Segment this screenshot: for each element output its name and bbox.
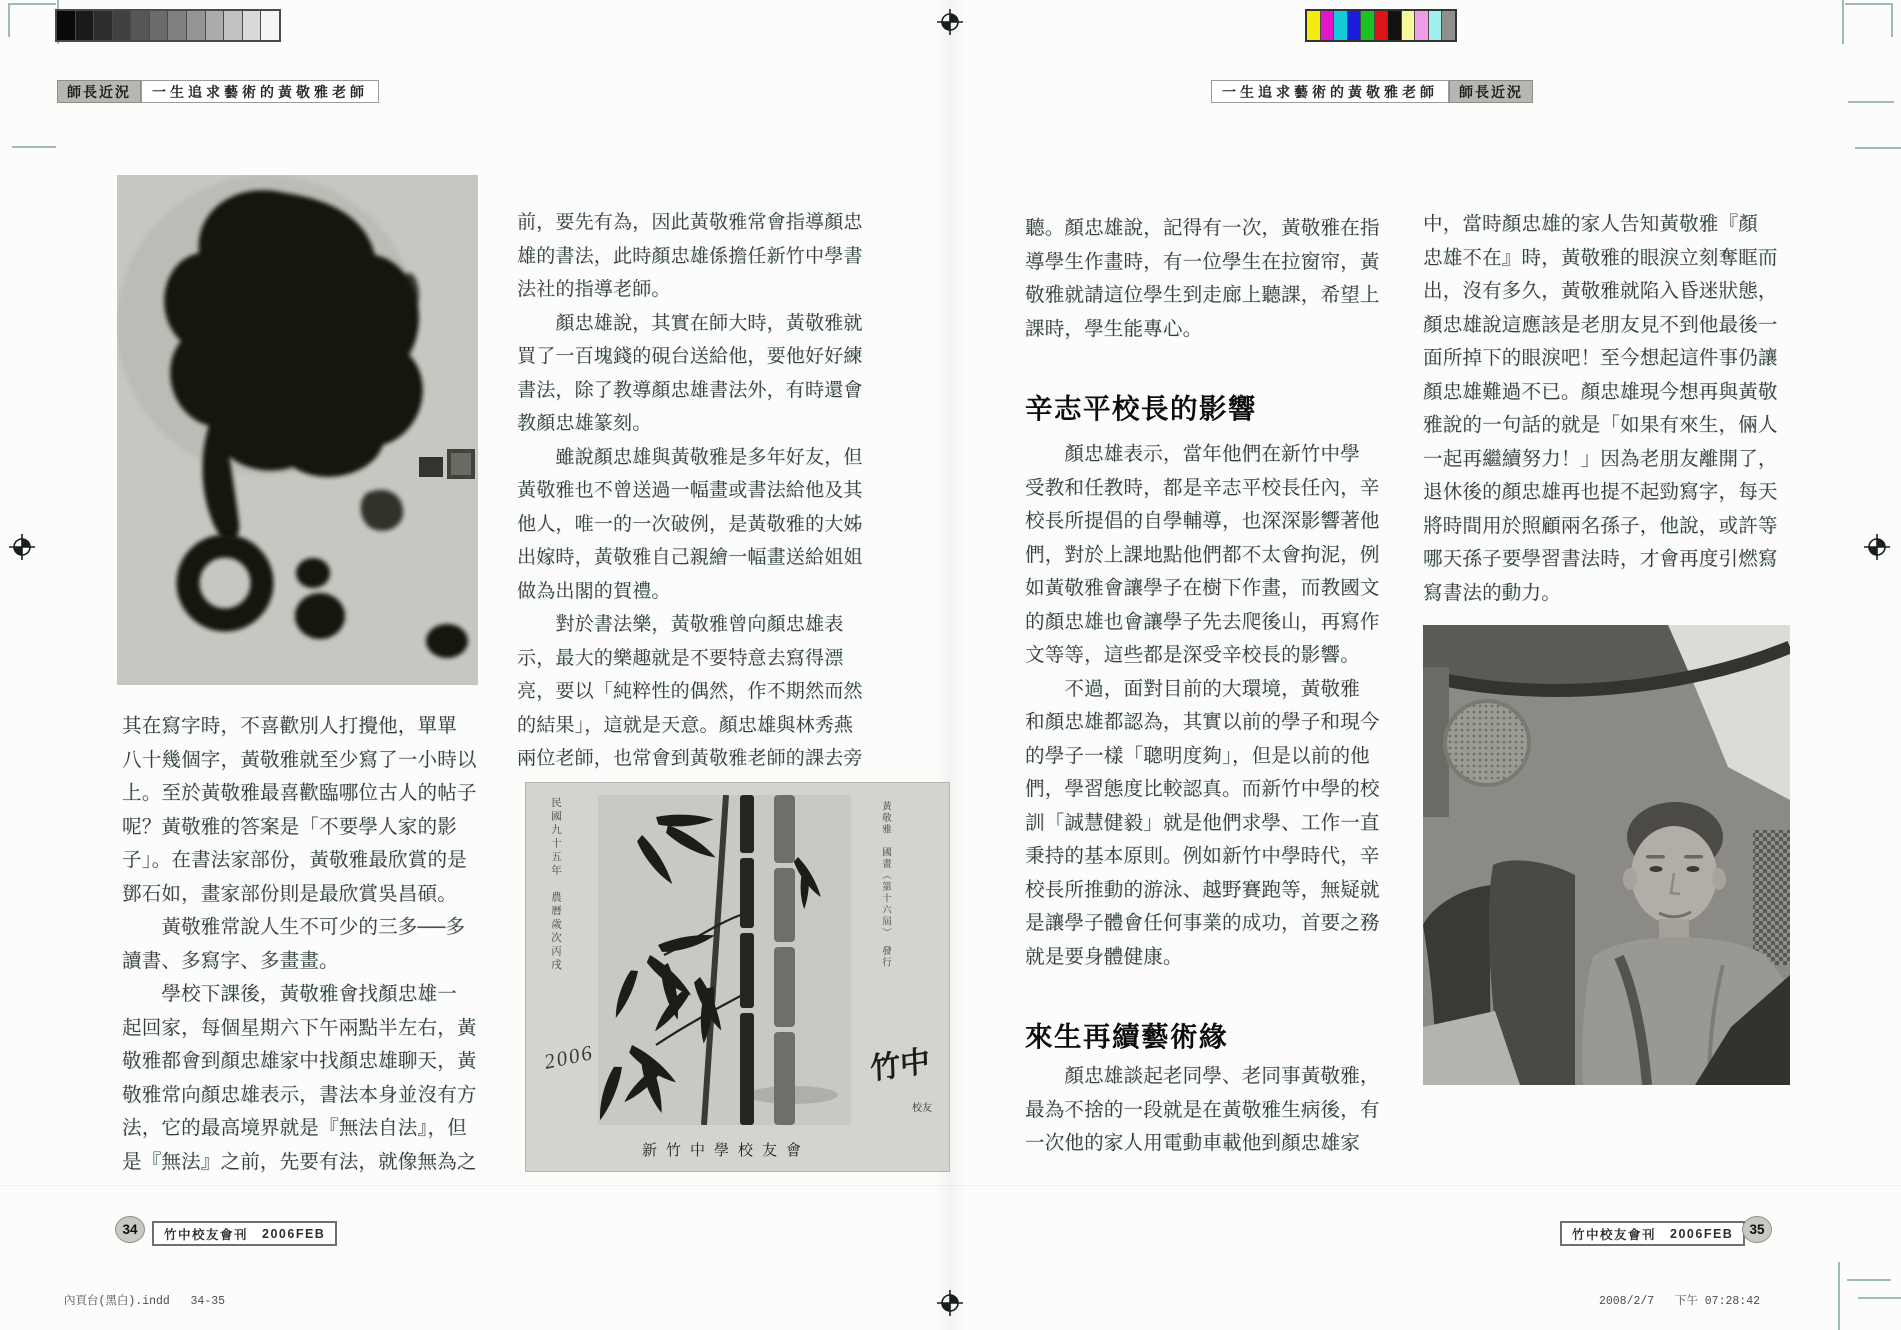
text-line: 一次他的家人用電動車載他到顏忠雄家 [1025, 1133, 1360, 1154]
section-label: 師長近況 [1449, 80, 1533, 103]
artwork-year-label: 2006 [541, 1040, 596, 1074]
text-line: 買了一百塊錢的硯台送給他，要他好好練 [517, 346, 863, 367]
color-calibration-bar [1305, 9, 1457, 42]
crop-mark [1855, 147, 1901, 149]
page-number-badge-left [115, 1216, 145, 1243]
file-name-label: 內頁台(黑白).indd 34-35 [64, 1295, 226, 1308]
calibration-swatch [1441, 11, 1455, 40]
calendar-artwork-image [525, 782, 950, 1172]
chuchung-logo-subtext: 校友 [912, 1103, 932, 1114]
text-line: 他人，唯一的一次破例，是黃敬雅的大姊 [517, 513, 863, 535]
text-line: 雅說的一句話的就是「如果有來生，倆人 [1423, 415, 1778, 436]
text-line: 顏忠雄談起老同學、老同事黃敬雅， [1025, 1066, 1380, 1087]
text-line: 導學生作畫時，有一位學生在拉窗帘，黃 [1025, 251, 1380, 273]
calibration-swatch [1307, 11, 1320, 40]
body-column-left-1 [122, 710, 479, 1179]
calibration-swatch [1428, 11, 1442, 40]
section-heading-2: 來生再續藝術緣 [1025, 1021, 1228, 1052]
text-line: 教顏忠雄篆刻。 [517, 413, 652, 434]
text-line: 不過，面對目前的大環境，黃敬雅 [1025, 678, 1360, 700]
calibration-swatch [149, 11, 168, 40]
text-line: 法，它的最高境界就是『無法自法』，但 [122, 1118, 467, 1139]
text-line: 敬雅常向顏忠雄表示，書法本身並沒有方 [122, 1084, 477, 1106]
registration-mark [9, 534, 35, 560]
calibration-swatch [1401, 11, 1415, 40]
section-label: 師長近況 [57, 80, 141, 103]
text-line: 上。至於黃敬雅最喜歡臨哪位古人的帖子 [122, 783, 477, 804]
text-line: 是讓學子體會任何事業的成功，首要之務 [1025, 913, 1380, 934]
artwork-left-caption: 民國九十五年 農曆歲次丙戌 [550, 797, 561, 973]
calibration-swatch [130, 11, 149, 40]
text-line: 雖說顏忠雄與黃敬雅是多年好友，但 [517, 446, 863, 468]
text-line: 顏忠雄說，其實在師大時，黃敬雅就 [517, 312, 863, 334]
text-line: 訓「誠慧健毅」就是他們求學、工作一直 [1025, 812, 1380, 834]
text-line: 出，沒有多久，黃敬雅就陷入昏迷狀態， [1423, 281, 1778, 302]
text-line: 做為出閣的賀禮。 [517, 580, 671, 602]
crop-mark [1842, 0, 1844, 44]
text-line: 文等等，這些都是深受辛校長的影響。 [1025, 645, 1360, 666]
body-column-right-1c [1025, 1060, 1382, 1161]
text-line: 顏忠雄說這應該是老朋友見不到他最後一 [1423, 314, 1778, 336]
calibration-swatch [75, 11, 94, 40]
calibration-swatch [1360, 11, 1374, 40]
calibration-swatch [57, 11, 75, 40]
text-line: 子」。在書法家部份，黃敬雅最欣賞的是 [122, 850, 467, 871]
page-number: 35 [1749, 1222, 1765, 1237]
text-line: 忠雄不在』時，黃敬雅的眼淚立刻奪眶而 [1423, 247, 1778, 269]
calibration-swatch [1387, 11, 1401, 40]
body-column-right-1a [1025, 212, 1382, 346]
text-line: 兩位老師，也常會到黃敬雅老師的課去旁 [517, 748, 863, 769]
text-line: 讀書、多寫字、多畫畫。 [122, 950, 339, 972]
calibration-swatch [167, 11, 186, 40]
text-line: 示，最大的樂趣就是不要特意去寫得漂 [517, 647, 844, 669]
ink-painting-image [117, 175, 478, 685]
calibration-swatch [242, 11, 261, 40]
artwork-right-caption: 黃敬雅 國畫（第十六屆） 發行 [880, 801, 890, 969]
text-line: 的學子一樣「聰明度夠」，但是以前的他 [1025, 745, 1370, 767]
calibration-swatch [1414, 11, 1428, 40]
chuchung-calligraphy-logo: 竹中 [869, 1044, 931, 1087]
running-head-right [1211, 80, 1533, 103]
text-line: 學校下課後，黃敬雅會找顏忠雄一 [122, 984, 457, 1005]
text-line: 校長所推動的游泳、越野賽跑等，無疑就 [1025, 879, 1380, 901]
text-line: 亮，要以「純粹性的偶然，作不期然而然 [517, 681, 863, 702]
page-edge-rule [0, 1185, 1901, 1186]
text-line: 敬雅都會到顏忠雄家中找顏忠雄聊天，黃 [122, 1051, 477, 1072]
text-line: 中，當時顏忠雄的家人告知黃敬雅『顏 [1423, 214, 1758, 235]
text-line: 就是要身體健康。 [1025, 946, 1183, 968]
crop-mark [8, 3, 10, 37]
crop-mark [1845, 3, 1893, 5]
calibration-swatch [112, 11, 131, 40]
text-line: 受教和任教時，都是辛志平校長任內，辛 [1025, 477, 1380, 499]
text-line: 敬雅就請這位學生到走廊上聽課，希望上 [1025, 285, 1380, 306]
text-line: 面所掉下的眼淚吧！至今想起這件事仍讓 [1423, 348, 1778, 369]
text-line: 如黃敬雅會讓學子在樹下作畫，而教國文 [1025, 578, 1380, 599]
calibration-swatch [1333, 11, 1347, 40]
text-line: 鄧石如，畫家部份則是最欣賞吳昌碩。 [122, 883, 457, 905]
crop-mark [1848, 101, 1894, 103]
journal-title: 竹中校友會刊 [164, 1227, 249, 1242]
crop-mark [1838, 1262, 1840, 1330]
text-line: 黃敬雅常說人生不可少的三多──多 [122, 917, 466, 938]
article-title: 一生追求藝術的黃敬雅老師 [141, 80, 379, 103]
text-line: 起回家，每個星期六下午兩點半左右，黃 [122, 1017, 477, 1039]
page-number: 34 [122, 1222, 138, 1237]
text-line: 寫書法的動力。 [1423, 582, 1561, 604]
journal-footer-box-right [1560, 1221, 1745, 1246]
text-line: 顏忠雄表示，當年他們在新竹中學 [1025, 444, 1360, 465]
crop-mark [12, 146, 56, 148]
crop-mark [1891, 3, 1893, 37]
calibration-swatch [1320, 11, 1334, 40]
calibration-swatch [186, 11, 205, 40]
text-line: 們，學習態度比較認真。而新竹中學的校 [1025, 779, 1380, 800]
body-column-left-2 [517, 206, 862, 776]
text-line: 的顏忠雄也會讓學子先去爬後山，再寫作 [1025, 611, 1380, 633]
journal-issue: 2006FEB [1670, 1226, 1734, 1241]
calibration-swatch [1347, 11, 1361, 40]
crop-mark [8, 3, 56, 5]
text-line: 和顏忠雄都認為，其實以前的學子和現今 [1025, 712, 1380, 733]
text-line: 退休後的顏忠雄再也提不起勁寫字，每天 [1423, 482, 1778, 503]
page-number-badge-right [1742, 1216, 1772, 1243]
text-line: 們，對於上課地點他們都不太會拘泥，例 [1025, 544, 1380, 566]
text-line: 法社的指導老師。 [517, 279, 671, 300]
calibration-swatch [223, 11, 242, 40]
calibration-swatch [205, 11, 224, 40]
body-column-right-1b [1025, 438, 1382, 974]
section-heading-1: 辛志平校長的影響 [1025, 393, 1257, 424]
text-line: 的結果」，這就是天意。顏忠雄與林秀燕 [517, 714, 854, 736]
calibration-swatch [260, 11, 279, 40]
bamboo-painting [598, 795, 851, 1125]
journal-title: 竹中校友會刊 [1572, 1227, 1657, 1242]
artwork-caption: 新竹中學校友會 [641, 1143, 810, 1159]
text-line: 將時間用於照顧兩名孫子，他說，或許等 [1423, 515, 1778, 537]
text-line: 課時，學生能專心。 [1025, 318, 1203, 340]
text-line: 聽。顏忠雄說，記得有一次，黃敬雅在指 [1025, 218, 1380, 239]
print-timestamp: 2008/2/7 下午 07:28:42 [1598, 1295, 1760, 1308]
text-line: 秉持的基本原則。例如新竹中學時代，辛 [1025, 846, 1380, 867]
text-line: 出嫁時，黃敬雅自己親繪一幅畫送給姐姐 [517, 547, 863, 568]
crop-mark [1847, 1279, 1891, 1281]
article-title: 一生追求藝術的黃敬雅老師 [1211, 80, 1449, 103]
text-line: 對於書法樂，黃敬雅曾向顏忠雄表 [517, 614, 844, 635]
text-line: 哪天孫子要學習書法時，才會再度引燃寫 [1423, 549, 1778, 570]
body-column-right-2 [1423, 208, 1780, 610]
calibration-swatch [1374, 11, 1388, 40]
photo-man-in-car [1423, 625, 1790, 1085]
text-line: 顏忠雄難過不已。顏忠雄現今想再與黃敬 [1423, 381, 1778, 403]
registration-mark [1864, 534, 1890, 560]
running-head-left [57, 80, 379, 103]
crop-mark [1858, 1297, 1901, 1299]
text-line: 黃敬雅也不曾送過一幅畫或書法給他及其 [517, 480, 863, 501]
grayscale-calibration-bar [55, 9, 281, 42]
text-line: 前，要先有為，因此黃敬雅常會指導顏忠 [517, 212, 863, 233]
journal-issue: 2006FEB [262, 1226, 326, 1241]
text-line: 八十幾個字，黃敬雅就至少寫了一小時以 [122, 749, 477, 771]
text-line: 呢？黃敬雅的答案是「不要學人家的影 [122, 816, 457, 838]
text-line: 雄的書法，此時顏忠雄係擔任新竹中學書 [517, 245, 863, 267]
calibration-swatch [93, 11, 112, 40]
text-line: 校長所提倡的自學輔導，也深深影響著他 [1025, 511, 1380, 532]
text-line: 其在寫字時，不喜歡別人打攪他，單單 [122, 716, 457, 737]
text-line: 書法，除了教導顏忠雄書法外，有時還會 [517, 379, 863, 401]
registration-mark [937, 1290, 963, 1316]
registration-mark [937, 9, 963, 35]
text-line: 是『無法』之前，先要有法，就像無為之 [122, 1151, 477, 1173]
text-line: 一起再繼續努力！」因為老朋友離開了， [1423, 448, 1778, 470]
text-line: 最為不捨的一段就是在黃敬雅生病後，有 [1025, 1099, 1380, 1121]
journal-footer-box-left [152, 1221, 337, 1246]
